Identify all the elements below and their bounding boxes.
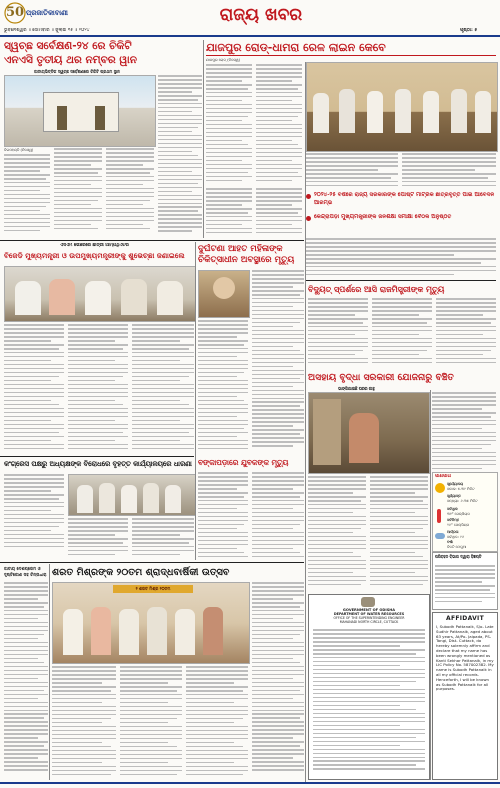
- cm-body-col-3: [132, 324, 194, 454]
- column-divider: [430, 390, 431, 780]
- swachh-body-col-4: [158, 75, 202, 235]
- sarat-body-col-3: [52, 666, 116, 778]
- jajpur-body-col-5: [206, 188, 252, 236]
- bankapada-headline: ବଙ୍କାପଡ଼ାରେ ଯୁବକଙ୍କ ମୃତ୍ୟୁ: [198, 458, 289, 467]
- affidavit-title: AFFIDAVIT: [446, 615, 484, 622]
- bidyut-body-col-1: [308, 298, 368, 368]
- weather-row-1-label: ସୂର୍ଯ୍ୟାସ୍ତ: [447, 494, 461, 498]
- asahaya-body-col-2: [308, 476, 366, 590]
- bullet-icon: [306, 216, 311, 221]
- section-rule: [0, 456, 194, 457]
- bankapada-body-col-2: [252, 472, 304, 562]
- cm-body-col-2: [68, 324, 128, 454]
- swachh-body-col-2: [54, 148, 102, 234]
- cm-body-col-1: [4, 324, 64, 454]
- bidyut-body-col-3: [436, 298, 496, 368]
- footer-rule: [0, 782, 500, 784]
- bidyut-body-col-2: [372, 298, 432, 368]
- congress-body-col-2: [68, 518, 128, 558]
- paper-name: ପ୍ରଜାତିକାବାଣୀ: [26, 9, 68, 17]
- cm-headline: ବିଜେଡି ମୁଖ୍ୟମନ୍ତ୍ରୀ ଓ ଉପମୁଖ୍ୟମନ୍ତ୍ରୀଙ୍କୁ ଶୁଭେଚ୍ଛା ଜଣାଇଲେ: [4, 251, 185, 260]
- column-divider: [195, 242, 196, 560]
- masthead: [0, 0, 500, 36]
- sarat-photo: [52, 582, 250, 664]
- jajpur-photo: [306, 62, 498, 152]
- tender-org-3: OFFICE OF THE SUPERINTENDING ENGINEER: [333, 616, 405, 620]
- swachh-photo: [4, 75, 156, 147]
- sun-icon: [435, 483, 445, 493]
- durghatana-photo: [198, 270, 250, 318]
- tender-org-1: GOVERNMENT OF ODISHA: [342, 608, 396, 612]
- sarat-body-col-2: [252, 582, 304, 778]
- swachh-headline-2: ଏନଏସି ତୃତୀୟ ଥର ନମ୍ବର ୱାନ: [4, 54, 137, 66]
- sarat-kicker: ଜାତୀୟ ଦେଶପ୍ରେମ ଓ: [4, 566, 41, 571]
- sarat-body-col-5: [186, 666, 248, 778]
- weather-row-5-label: ବର୍ଷା: [447, 540, 453, 544]
- rain-cloud-icon: [435, 533, 445, 539]
- jajpur-body-col-1: [206, 64, 252, 184]
- sarat-body-col-1: [4, 582, 48, 778]
- affidavit-box: [432, 612, 498, 780]
- column-divider: [305, 62, 306, 782]
- anniversary-logo: [4, 2, 26, 24]
- asahaya-photo: [308, 392, 430, 474]
- cm-kicker: ଏସଏମ ଭେଞ୍ଚରରେ ଛାତ୍ରୀ ଆମ୍ପିଥିଏଟର: [60, 243, 129, 248]
- durghatana-headline: ଦୁର୍ଘଟଣା ଆହତ ମହିଳାଙ୍କ ଚିକିତ୍ସାଧୀନ ଅବସ୍ଥାରେ ମୃତ୍ୟୁ: [198, 244, 295, 265]
- govt-emblem-icon: [361, 597, 375, 607]
- affidavit-body: I, Subodh Pattanaik, S/o- Late Sudhir Pattanaik, aged about 63 years, At/Po- Jaipada, PS- Tangi, Dist- Cuttack, do hereby solemnly affirm and declare that my name has been wrongly mentioned as Kanti Sekhar Pattanaik, in my LIC Policy No. 587002382. My name is Subodh Pattanaik in all my official records. Henceforth, I will be known as Subodh Pattanaik for all purposes.: [436, 625, 494, 692]
- section-rule: [0, 240, 304, 241]
- column-divider: [203, 40, 204, 238]
- section-rule: [306, 280, 496, 281]
- logo-number: 50: [6, 6, 25, 20]
- weather-row-3-label: ସର୍ବନିମ୍ନ: [447, 518, 460, 522]
- date-line: ଭୁବନେଶ୍ୱର ॥ ସୋମବାର ॥ ଜୁଲାଇ ୧୫ ॥ ୨୦୨୪: [4, 28, 90, 33]
- swachh-kicker: ଜାତୀୟଭିତ୍ତିକ ସ୍ୱଚ୍ଛ ସର୍ବେକ୍ଷଣରେ ଚିକିଟି ପ୍ରଥମ ସ୍ଥାନ: [34, 69, 120, 74]
- jajpur-body-col-3: [306, 153, 398, 189]
- tender-notice: [308, 594, 430, 780]
- section-title: ରାଜ୍ୟ ଖବର: [219, 5, 303, 25]
- sarat-body-col-4: [120, 666, 182, 778]
- sidebar-body: [306, 238, 496, 278]
- asahaya-body-col-3: [370, 476, 428, 590]
- sidebar-story-1-title: ୨୦୨୪-୨୫ ବର୍ଷରେ ରାଜ୍ୟ ସରକାରଙ୍କ ପୋଷ୍ଟ ମାଟ୍ରିକ ଛାତ୍ରବୃତ୍ତି ପାଇଁ ଆବେଦନ ଆରମ୍ଭ: [314, 192, 495, 206]
- weather-title: ପାଣିପାଗ: [435, 474, 451, 479]
- jajpur-body-col-2: [256, 64, 302, 184]
- weather-row-4-value: ସର୍ବାଧିକ: ୯୬: [447, 535, 465, 539]
- section-rule: [0, 562, 304, 563]
- weather-row-4-label: ଆର୍ଦ୍ରତା: [447, 530, 459, 534]
- asahaya-caption: ଭାଙ୍ଗିଯାଇଛି ଘରର କାନ୍ଥ: [338, 386, 375, 391]
- weather-row-2-label: ସର୍ବାଧିକ: [447, 507, 458, 511]
- swachh-body-col-1: [4, 154, 50, 234]
- notice-body: [435, 565, 495, 607]
- notice-box: [432, 552, 498, 610]
- tender-org-4: MAHANADI NORTH CIRCLE, CUTTACK: [339, 620, 399, 624]
- bidyut-headline: ବିଦ୍ୟୁତ୍ ସ୍ପର୍ଶରେ ଆସି ରାଜମିସ୍ତ୍ରୀଙ୍କ ମୃତ୍ୟୁ: [308, 285, 445, 294]
- swachh-body-col-3: [106, 148, 154, 234]
- notice-title: ପରିବହନ ବିଭାଗ ଦ୍ୱାରା ବିଜ୍ଞପ୍ତି: [435, 554, 482, 559]
- sidebar-story-2-title: କେନ୍ଦ୍ରାପଡ଼ା ମୁଖ୍ୟମନ୍ତ୍ରୀଙ୍କ ଜନଶିକ୍ଷା ସମୀକ୍ଷା ବୈଠକ ଅନୁଷ୍ଠିତ: [314, 214, 452, 220]
- bankapada-body-col-1: [198, 472, 248, 562]
- sidebar-story-2: [306, 214, 496, 236]
- jajpur-body-col-4: [402, 153, 496, 189]
- congress-body-col-1: [4, 474, 64, 552]
- jajpur-headline: ଯାଜପୁର ରୋଡ୍-ଧାମରା ରେଳ ଲାଇନ କେବେ: [206, 40, 496, 56]
- swachh-dateline: ଦିଗପହଣ୍ଡି (ନିଜସ୍ୱ): [4, 148, 34, 152]
- weather-row-2-value: ୩୧° ସେଲ୍ସିୟସ: [447, 512, 470, 516]
- weather-row-3-value: ୨୬° ସେଲ୍ସିୟସ: [447, 523, 469, 527]
- bullet-icon: [306, 194, 311, 199]
- weather-row-5-value: ଦିନଟି ମେଘୁଆ: [447, 545, 467, 549]
- page-number: ପୃଷ୍ଠା: ୫: [460, 28, 478, 33]
- congress-photo: [68, 474, 196, 516]
- congress-headline: କଂଗ୍ରେସ ପକ୍ଷରୁ ଅଧ୍ୟକ୍ଷଙ୍କ ବିରୋଧରେ ବୃହତ୍ତ କାର୍ଯ୍ୟାଳୟରେ ଧାରଣା: [4, 460, 192, 468]
- tender-table: [313, 629, 425, 775]
- weather-panel: [432, 472, 498, 552]
- asahaya-headline: ଅସହାୟ ବୃଦ୍ଧା ସରକାରୀ ଯୋଜନାରୁ ବଞ୍ଚିତ: [308, 372, 454, 383]
- jajpur-dateline: ଯାଜପୁର ରୋଡ୍ (ନିଜସ୍ୱ): [206, 58, 241, 62]
- sidebar-story-1: [306, 192, 496, 214]
- cm-photo: [4, 266, 196, 322]
- swachh-headline-1: ସ୍ୱଚ୍ଛ ସର୍ବେକ୍ଷଣ-୨୪ ରେ ଚିକିଟି: [4, 40, 132, 52]
- jajpur-body-col-6: [256, 188, 302, 236]
- weather-row-0-value: ସକାଳ: ୫.୩୯ ମିନିଟ: [447, 487, 475, 491]
- weather-row-0-label: ସୂର୍ଯ୍ୟୋଦୟ: [447, 482, 464, 486]
- weather-row-1-value: ସନ୍ଧ୍ୟା: ୬.୩୫ ମିନିଟ: [447, 499, 478, 503]
- masthead-rule: [0, 35, 500, 37]
- durghatana-body-col-1: [252, 270, 304, 454]
- congress-body-col-3: [132, 518, 194, 558]
- column-divider: [49, 564, 50, 780]
- sarat-banner: ୨ ଶରତ ମିଶ୍ର ୨୦ତମ: [113, 585, 193, 593]
- asahaya-body-col-1: [432, 392, 496, 472]
- durghatana-body-col-2: [198, 320, 248, 454]
- sarat-headline: ଶରତ ମିଶ୍ରଙ୍କ ୨୦ତମ ଶ୍ରାଦ୍ଧବାର୍ଷିକୀ ଉତ୍ସବ: [52, 567, 230, 578]
- sarat-kicker-2: ଦୃଷ୍ଟିକୋଣ ସହ ଚିନ୍ତାଧାରା: [4, 572, 47, 577]
- thermometer-icon: [437, 509, 441, 523]
- tender-org-2: DEPARTMENT OF WATER RESOURCES: [333, 612, 405, 616]
